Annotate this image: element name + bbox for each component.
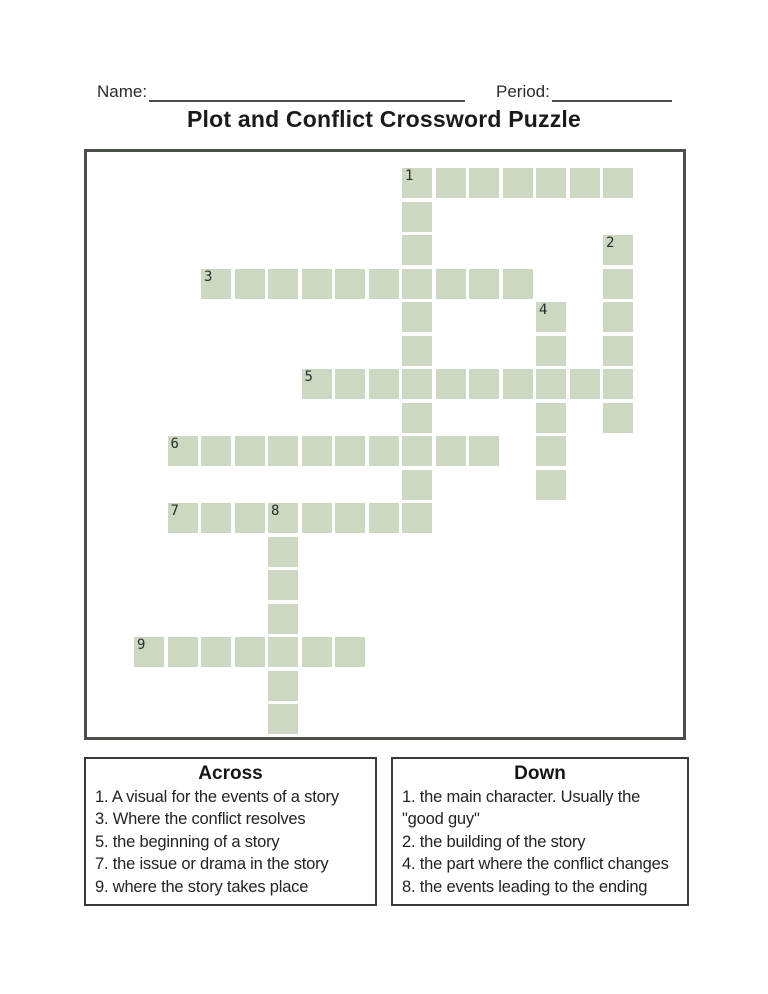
grid-cell[interactable]: [536, 470, 566, 500]
clue-number: 5: [304, 369, 313, 385]
grid-cell[interactable]: [369, 369, 399, 399]
grid-cell[interactable]: [436, 168, 466, 198]
clue-number: 7: [170, 503, 179, 519]
grid-cell[interactable]: [168, 436, 198, 466]
grid-cell[interactable]: [201, 637, 231, 667]
grid-cell[interactable]: [536, 369, 566, 399]
clue-number: 9: [137, 637, 146, 653]
clue-line: 8. the events leading to the ending: [402, 877, 648, 896]
grid-cell[interactable]: [168, 637, 198, 667]
grid-cell[interactable]: [402, 336, 432, 366]
period-input-line[interactable]: [552, 84, 672, 102]
grid-cell[interactable]: [335, 269, 365, 299]
down-clue-list: [393, 786, 687, 898]
clue-line: "good guy": [402, 810, 480, 829]
grid-cell[interactable]: [268, 537, 298, 567]
grid-cell[interactable]: [402, 470, 432, 500]
clue-number: 8: [271, 503, 280, 519]
grid-cell[interactable]: [603, 302, 633, 332]
clue-number: 6: [170, 436, 179, 452]
grid-cell[interactable]: [603, 403, 633, 433]
grid-cell[interactable]: [402, 503, 432, 533]
across-title: Across: [198, 763, 263, 784]
grid-cell[interactable]: [503, 168, 533, 198]
grid-cell[interactable]: [369, 503, 399, 533]
grid-cell[interactable]: [335, 436, 365, 466]
clue-number: 1: [405, 168, 414, 184]
grid-cell[interactable]: [168, 503, 198, 533]
grid-cell[interactable]: [536, 436, 566, 466]
grid-cell[interactable]: [469, 436, 499, 466]
page-title: Plot and Conflict Crossword Puzzle: [187, 106, 581, 132]
grid-cell[interactable]: [302, 637, 332, 667]
grid-cell[interactable]: [335, 503, 365, 533]
grid-cell[interactable]: [335, 637, 365, 667]
grid-cell[interactable]: [436, 436, 466, 466]
grid-cell[interactable]: [469, 168, 499, 198]
grid-cell[interactable]: [302, 503, 332, 533]
grid-cell[interactable]: [268, 604, 298, 634]
name-input-line[interactable]: [149, 84, 465, 102]
grid-cell[interactable]: [369, 269, 399, 299]
clue-number: 3: [204, 268, 213, 285]
grid-cell[interactable]: [570, 168, 600, 198]
grid-cell[interactable]: [402, 168, 432, 198]
clue-line: 5. the beginning of a story: [95, 832, 280, 851]
across-clues-box: [84, 757, 377, 906]
grid-cell[interactable]: [603, 336, 633, 366]
clue-line: 3. Where the conflict resolves: [95, 810, 306, 829]
grid-cell[interactable]: [603, 168, 633, 198]
grid-cell[interactable]: [536, 302, 566, 332]
clue-line: 1. A visual for the events of a story: [95, 788, 339, 806]
grid-cell[interactable]: [268, 637, 298, 667]
grid-cell[interactable]: [201, 269, 231, 299]
grid-cell[interactable]: [536, 168, 566, 198]
grid-cell[interactable]: [235, 436, 265, 466]
grid-cell[interactable]: [402, 403, 432, 433]
clue-line: 4. the part where the conflict changes: [402, 855, 669, 874]
grid-cell[interactable]: [603, 369, 633, 399]
name-label: Name:: [97, 82, 148, 101]
grid-cell[interactable]: [302, 436, 332, 466]
grid-cell[interactable]: [469, 269, 499, 299]
grid-cell[interactable]: [268, 436, 298, 466]
clue-line: 1. the main character. Usually the: [402, 788, 641, 806]
crossword-grid: [84, 149, 686, 740]
grid-cell[interactable]: [268, 503, 298, 533]
grid-cell[interactable]: [134, 637, 164, 667]
grid-cell[interactable]: [402, 436, 432, 466]
grid-cell[interactable]: [235, 637, 265, 667]
grid-cell[interactable]: [335, 369, 365, 399]
grid-cell[interactable]: [570, 369, 600, 399]
grid-cell[interactable]: [469, 369, 499, 399]
grid-cell[interactable]: [302, 269, 332, 299]
clue-number: 2: [606, 235, 615, 251]
grid-cell[interactable]: [402, 202, 432, 232]
grid-cell[interactable]: [603, 269, 633, 299]
grid-cell[interactable]: [402, 369, 432, 399]
grid-cell[interactable]: [402, 269, 432, 299]
grid-cell[interactable]: [302, 369, 332, 399]
clue-line: 9. where the story takes place: [95, 877, 309, 896]
grid-cell[interactable]: [268, 704, 298, 734]
grid-cell[interactable]: [268, 671, 298, 701]
grid-cell[interactable]: [369, 436, 399, 466]
grid-cell[interactable]: [536, 336, 566, 366]
grid-cell[interactable]: [235, 269, 265, 299]
grid-cell[interactable]: [603, 235, 633, 265]
grid-cell[interactable]: [536, 403, 566, 433]
grid-cell[interactable]: [402, 302, 432, 332]
grid-cell[interactable]: [201, 503, 231, 533]
grid-cell[interactable]: [436, 369, 466, 399]
down-clues-box: [391, 757, 689, 906]
grid-cell[interactable]: [503, 369, 533, 399]
grid-cell[interactable]: [436, 269, 466, 299]
grid-cell[interactable]: [503, 269, 533, 299]
period-label: Period:: [496, 82, 550, 101]
grid-cell[interactable]: [201, 436, 231, 466]
clue-line: 2. the building of the story: [402, 832, 586, 851]
grid-cell[interactable]: [268, 269, 298, 299]
grid-cell[interactable]: [402, 235, 432, 265]
grid-cell[interactable]: [268, 570, 298, 600]
down-title: Down: [514, 763, 566, 784]
grid-cell[interactable]: [235, 503, 265, 533]
clue-number: 4: [539, 302, 548, 318]
clue-line: 7. the issue or drama in the story: [95, 855, 329, 874]
across-clue-list: [86, 786, 375, 898]
